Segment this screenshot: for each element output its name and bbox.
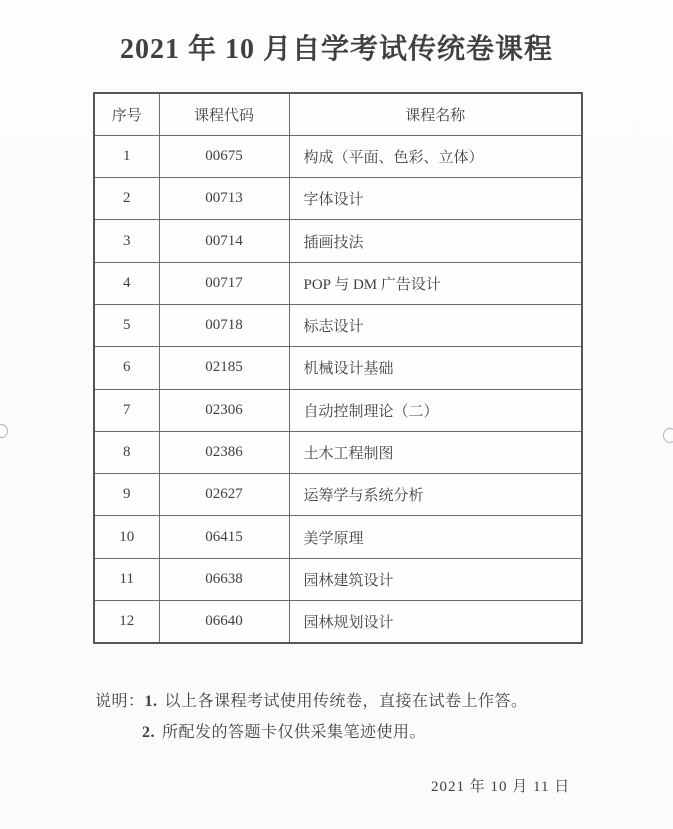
cell-no: 6: [94, 347, 159, 389]
cell-name: 插画技法: [289, 220, 582, 262]
cell-no: 5: [94, 304, 159, 346]
cell-name: 标志设计: [289, 304, 582, 346]
table-row: [94, 601, 582, 643]
note-number: 2.: [142, 724, 155, 741]
header-name: 课程名称: [289, 93, 582, 135]
cell-no: 2: [94, 178, 159, 220]
cell-name: 美学原理: [289, 516, 582, 558]
cell-name: 自动控制理论（二）: [289, 389, 582, 431]
notes-label: 说明：: [95, 693, 145, 710]
cell-name: 字体设计: [289, 178, 582, 220]
cell-name: 园林规划设计: [289, 601, 582, 643]
cell-no: 1: [94, 135, 159, 177]
note-number: 1.: [144, 693, 158, 710]
note-text: 所配发的答题卡仅供采集笔迹使用。: [162, 724, 427, 741]
table-row: [94, 558, 582, 600]
table-row: [94, 431, 582, 473]
table-row: [94, 347, 582, 389]
cell-no: 9: [94, 474, 159, 516]
course-table: [93, 92, 583, 644]
table-row: [94, 304, 582, 346]
cell-code: 06640: [159, 601, 289, 643]
header-no: 序号: [94, 93, 159, 135]
table-row: [94, 220, 582, 262]
cell-no: 4: [94, 262, 159, 304]
note-line-2: [95, 717, 528, 748]
punch-hole-mark-left-icon: [0, 424, 8, 438]
cell-no: 11: [94, 558, 159, 600]
cell-code: 02185: [159, 347, 289, 389]
note-line-1: [95, 686, 528, 717]
table-row: [94, 516, 582, 558]
cell-code: 02306: [159, 389, 289, 431]
cell-code: 02386: [159, 431, 289, 473]
note-text: 以上各课程考试使用传统卷，直接在试卷上作答。: [164, 693, 528, 710]
cell-code: 06638: [159, 558, 289, 600]
cell-no: 7: [94, 389, 159, 431]
cell-name: 土木工程制图: [289, 431, 582, 473]
notes-block: [95, 686, 528, 748]
cell-code: 00717: [159, 262, 289, 304]
table-row: [94, 178, 582, 220]
cell-code: 00718: [159, 304, 289, 346]
table-row: [94, 135, 582, 177]
cell-no: 8: [94, 431, 159, 473]
cell-code: 00713: [159, 178, 289, 220]
table-row: [94, 262, 582, 304]
cell-name: 园林建筑设计: [289, 558, 582, 600]
cell-name: POP 与 DM 广告设计: [289, 262, 582, 304]
cell-code: 02627: [159, 474, 289, 516]
cell-no: 10: [94, 516, 159, 558]
cell-name: 运筹学与系统分析: [289, 474, 582, 516]
page-title: 2021 年 10 月自学考试传统卷课程: [119, 34, 553, 65]
document-date: 2021 年 10 月 11 日: [431, 779, 571, 795]
table-header-row: [94, 93, 582, 135]
cell-name: 机械设计基础: [289, 347, 582, 389]
cell-code: 06415: [159, 516, 289, 558]
punch-hole-mark-right-icon: [663, 428, 673, 443]
cell-code: 00675: [159, 135, 289, 177]
cell-name: 构成（平面、色彩、立体）: [289, 135, 582, 177]
cell-no: 3: [94, 220, 159, 262]
table-row: [94, 389, 582, 431]
header-code: 课程代码: [159, 93, 289, 135]
course-table-container: [93, 92, 583, 644]
table-row: [94, 474, 582, 516]
cell-no: 12: [94, 601, 159, 643]
cell-code: 00714: [159, 220, 289, 262]
